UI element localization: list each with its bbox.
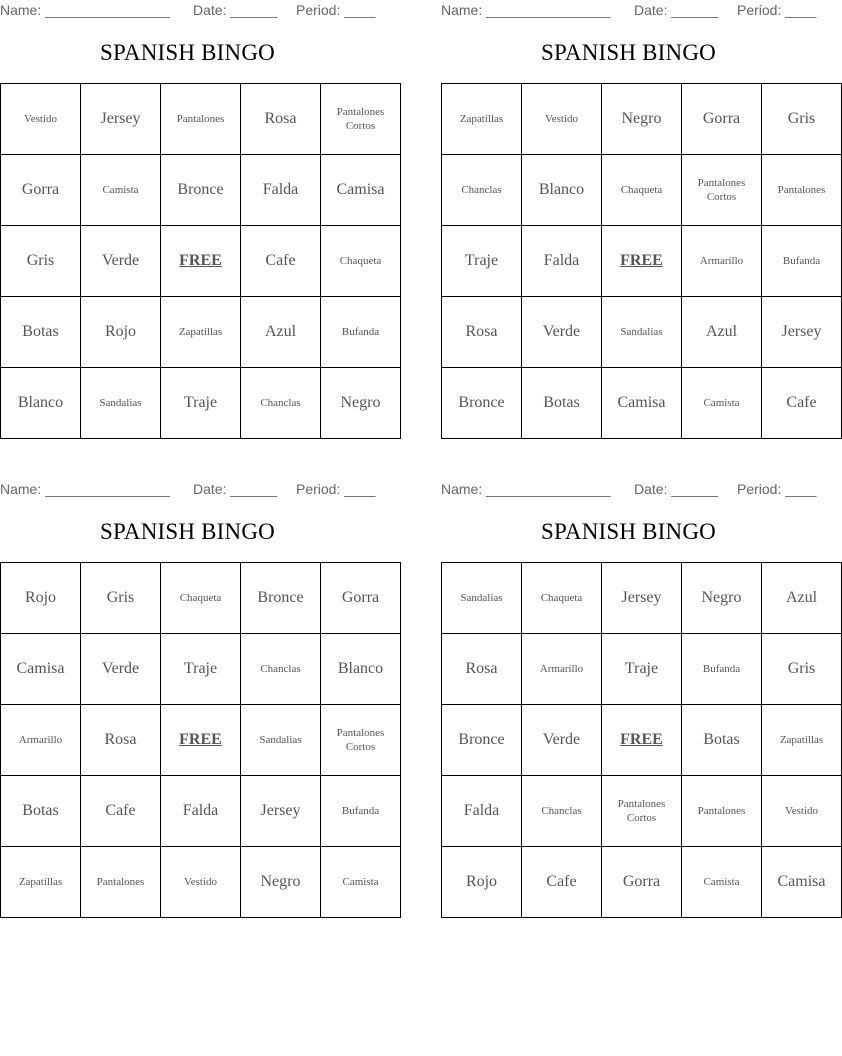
bingo-cell: Camista bbox=[682, 847, 762, 918]
bingo-cell: Sandalias bbox=[602, 297, 682, 368]
bingo-cell: Vestido bbox=[522, 84, 602, 155]
bingo-row bbox=[1, 297, 401, 368]
bingo-row bbox=[442, 297, 842, 368]
bingo-row bbox=[1, 368, 401, 439]
bingo-row bbox=[1, 155, 401, 226]
card-header bbox=[0, 479, 375, 501]
bingo-cell: Zapatillas bbox=[762, 705, 842, 776]
bingo-cell: Chanclas bbox=[442, 155, 522, 226]
bingo-cell: Vestido bbox=[161, 847, 241, 918]
bingo-row bbox=[442, 368, 842, 439]
card-title: SPANISH BINGO bbox=[541, 40, 716, 65]
bingo-cell: Botas bbox=[1, 297, 81, 368]
bingo-row bbox=[1, 847, 401, 918]
bingo-cell: Gorra bbox=[321, 563, 401, 634]
bingo-cell: Traje bbox=[602, 634, 682, 705]
bingo-cell: Sandalias bbox=[81, 368, 161, 439]
bingo-cell: Verde bbox=[81, 634, 161, 705]
bingo-cell: Jersey bbox=[762, 297, 842, 368]
bingo-cell: Chaqueta bbox=[522, 563, 602, 634]
bingo-card-4 bbox=[441, 479, 826, 890]
bingo-cell: Pantalones bbox=[81, 847, 161, 918]
date-field: Date: ______ bbox=[634, 2, 719, 18]
bingo-cell: Traje bbox=[161, 368, 241, 439]
bingo-cell: Rosa bbox=[241, 84, 321, 155]
bingo-cell: Traje bbox=[442, 226, 522, 297]
card-header bbox=[0, 0, 375, 22]
bingo-cell: Gris bbox=[762, 84, 842, 155]
bingo-cell: Verde bbox=[522, 705, 602, 776]
bingo-cell: Chanclas bbox=[241, 368, 321, 439]
name-field: Name: ________________ bbox=[441, 2, 611, 18]
bingo-row bbox=[1, 563, 401, 634]
bingo-row bbox=[1, 634, 401, 705]
bingo-row bbox=[1, 84, 401, 155]
card-title: SPANISH BINGO bbox=[100, 40, 275, 65]
bingo-cell: Gris bbox=[81, 563, 161, 634]
bingo-grid bbox=[441, 562, 842, 918]
bingo-cell: Zapatillas bbox=[1, 847, 81, 918]
bingo-cell: Bronce bbox=[442, 368, 522, 439]
bingo-row bbox=[442, 634, 842, 705]
bingo-cell: Pantalones bbox=[161, 84, 241, 155]
bingo-cell: Gorra bbox=[602, 847, 682, 918]
date-field: Date: ______ bbox=[193, 481, 278, 497]
bingo-cell: Negro bbox=[602, 84, 682, 155]
bingo-card-3 bbox=[0, 479, 385, 890]
bingo-cell: Falda bbox=[522, 226, 602, 297]
bingo-cell: Chaqueta bbox=[321, 226, 401, 297]
card-header bbox=[441, 479, 816, 501]
bingo-cell: Chanclas bbox=[522, 776, 602, 847]
card-title: SPANISH BINGO bbox=[100, 519, 275, 544]
bingo-grid bbox=[441, 83, 842, 439]
bingo-cell: Camisa bbox=[762, 847, 842, 918]
bingo-cell: Traje bbox=[161, 634, 241, 705]
bingo-cell: Jersey bbox=[241, 776, 321, 847]
bingo-cell: Verde bbox=[81, 226, 161, 297]
bingo-cell: Bronce bbox=[241, 563, 321, 634]
bingo-cell: Jersey bbox=[81, 84, 161, 155]
free-space-cell: FREE bbox=[602, 705, 682, 776]
bingo-cell: Pantalones Cortos bbox=[321, 84, 401, 155]
bingo-cell: Sandalias bbox=[442, 563, 522, 634]
name-field: Name: ________________ bbox=[0, 481, 170, 497]
bingo-cell: Blanco bbox=[522, 155, 602, 226]
period-field: Period: ____ bbox=[296, 481, 376, 497]
bingo-cell: Jersey bbox=[602, 563, 682, 634]
bingo-grid bbox=[0, 562, 401, 918]
period-field: Period: ____ bbox=[737, 481, 817, 497]
bingo-cell: Armarillo bbox=[522, 634, 602, 705]
bingo-row bbox=[1, 776, 401, 847]
bingo-cell: Vestido bbox=[1, 84, 81, 155]
bingo-cell: Camisa bbox=[602, 368, 682, 439]
bingo-cell: Camista bbox=[682, 368, 762, 439]
bingo-cell: Chaqueta bbox=[161, 563, 241, 634]
bingo-cell: Armarillo bbox=[682, 226, 762, 297]
bingo-cell: Pantalones Cortos bbox=[682, 155, 762, 226]
bingo-cell: Pantalones bbox=[682, 776, 762, 847]
name-field: Name: ________________ bbox=[0, 2, 170, 18]
bingo-cell: Gris bbox=[762, 634, 842, 705]
bingo-cell: Negro bbox=[321, 368, 401, 439]
free-space-cell: FREE bbox=[161, 226, 241, 297]
bingo-cell: Rosa bbox=[81, 705, 161, 776]
bingo-card-2 bbox=[441, 0, 826, 411]
bingo-cell: Falda bbox=[161, 776, 241, 847]
bingo-row bbox=[442, 776, 842, 847]
bingo-row bbox=[442, 705, 842, 776]
bingo-cell: Chaqueta bbox=[602, 155, 682, 226]
bingo-cell: Falda bbox=[442, 776, 522, 847]
bingo-row bbox=[442, 226, 842, 297]
bingo-cell: Bufanda bbox=[762, 226, 842, 297]
bingo-cell: Gorra bbox=[1, 155, 81, 226]
bingo-row bbox=[1, 705, 401, 776]
bingo-cell: Cafe bbox=[522, 847, 602, 918]
bingo-cell: Rosa bbox=[442, 634, 522, 705]
bingo-cell: Azul bbox=[762, 563, 842, 634]
bingo-row bbox=[442, 84, 842, 155]
period-field: Period: ____ bbox=[296, 2, 376, 18]
bingo-cell: Negro bbox=[682, 563, 762, 634]
bingo-cell: Falda bbox=[241, 155, 321, 226]
bingo-row bbox=[442, 155, 842, 226]
bingo-cell: Camista bbox=[321, 847, 401, 918]
bingo-grid bbox=[0, 83, 401, 439]
bingo-cell: Bufanda bbox=[321, 776, 401, 847]
bingo-cell: Botas bbox=[522, 368, 602, 439]
bingo-cell: Bronce bbox=[442, 705, 522, 776]
bingo-cell: Verde bbox=[522, 297, 602, 368]
bingo-cell: Chanclas bbox=[241, 634, 321, 705]
bingo-cell: Camisa bbox=[1, 634, 81, 705]
bingo-cell: Botas bbox=[682, 705, 762, 776]
bingo-cell: Cafe bbox=[81, 776, 161, 847]
bingo-cell: Rojo bbox=[81, 297, 161, 368]
bingo-cell: Bronce bbox=[161, 155, 241, 226]
date-field: Date: ______ bbox=[193, 2, 278, 18]
card-title: SPANISH BINGO bbox=[541, 519, 716, 544]
name-field: Name: ________________ bbox=[441, 481, 611, 497]
bingo-cell: Pantalones Cortos bbox=[321, 705, 401, 776]
bingo-cell: Camista bbox=[81, 155, 161, 226]
period-field: Period: ____ bbox=[737, 2, 817, 18]
date-field: Date: ______ bbox=[634, 481, 719, 497]
free-space-cell: FREE bbox=[602, 226, 682, 297]
bingo-row bbox=[1, 226, 401, 297]
bingo-cell: Zapatillas bbox=[442, 84, 522, 155]
bingo-cell: Camisa bbox=[321, 155, 401, 226]
bingo-card-1 bbox=[0, 0, 385, 411]
bingo-cell: Blanco bbox=[321, 634, 401, 705]
free-space-cell: FREE bbox=[161, 705, 241, 776]
bingo-cell: Negro bbox=[241, 847, 321, 918]
bingo-row bbox=[442, 847, 842, 918]
bingo-cell: Pantalones Cortos bbox=[602, 776, 682, 847]
bingo-cell: Zapatillas bbox=[161, 297, 241, 368]
bingo-cell: Gris bbox=[1, 226, 81, 297]
bingo-cell: Bufanda bbox=[682, 634, 762, 705]
bingo-cell: Cafe bbox=[762, 368, 842, 439]
bingo-cell: Sandalias bbox=[241, 705, 321, 776]
bingo-cell: Pantalones bbox=[762, 155, 842, 226]
bingo-cell: Rojo bbox=[442, 847, 522, 918]
bingo-cell: Azul bbox=[682, 297, 762, 368]
bingo-cell: Azul bbox=[241, 297, 321, 368]
bingo-cell: Gorra bbox=[682, 84, 762, 155]
bingo-cell: Rojo bbox=[1, 563, 81, 634]
bingo-cell: Vestido bbox=[762, 776, 842, 847]
bingo-cell: Cafe bbox=[241, 226, 321, 297]
bingo-cell: Bufanda bbox=[321, 297, 401, 368]
bingo-cell: Rosa bbox=[442, 297, 522, 368]
bingo-cell: Armarillo bbox=[1, 705, 81, 776]
card-header bbox=[441, 0, 816, 22]
bingo-row bbox=[442, 563, 842, 634]
bingo-cell: Botas bbox=[1, 776, 81, 847]
bingo-cell: Blanco bbox=[1, 368, 81, 439]
